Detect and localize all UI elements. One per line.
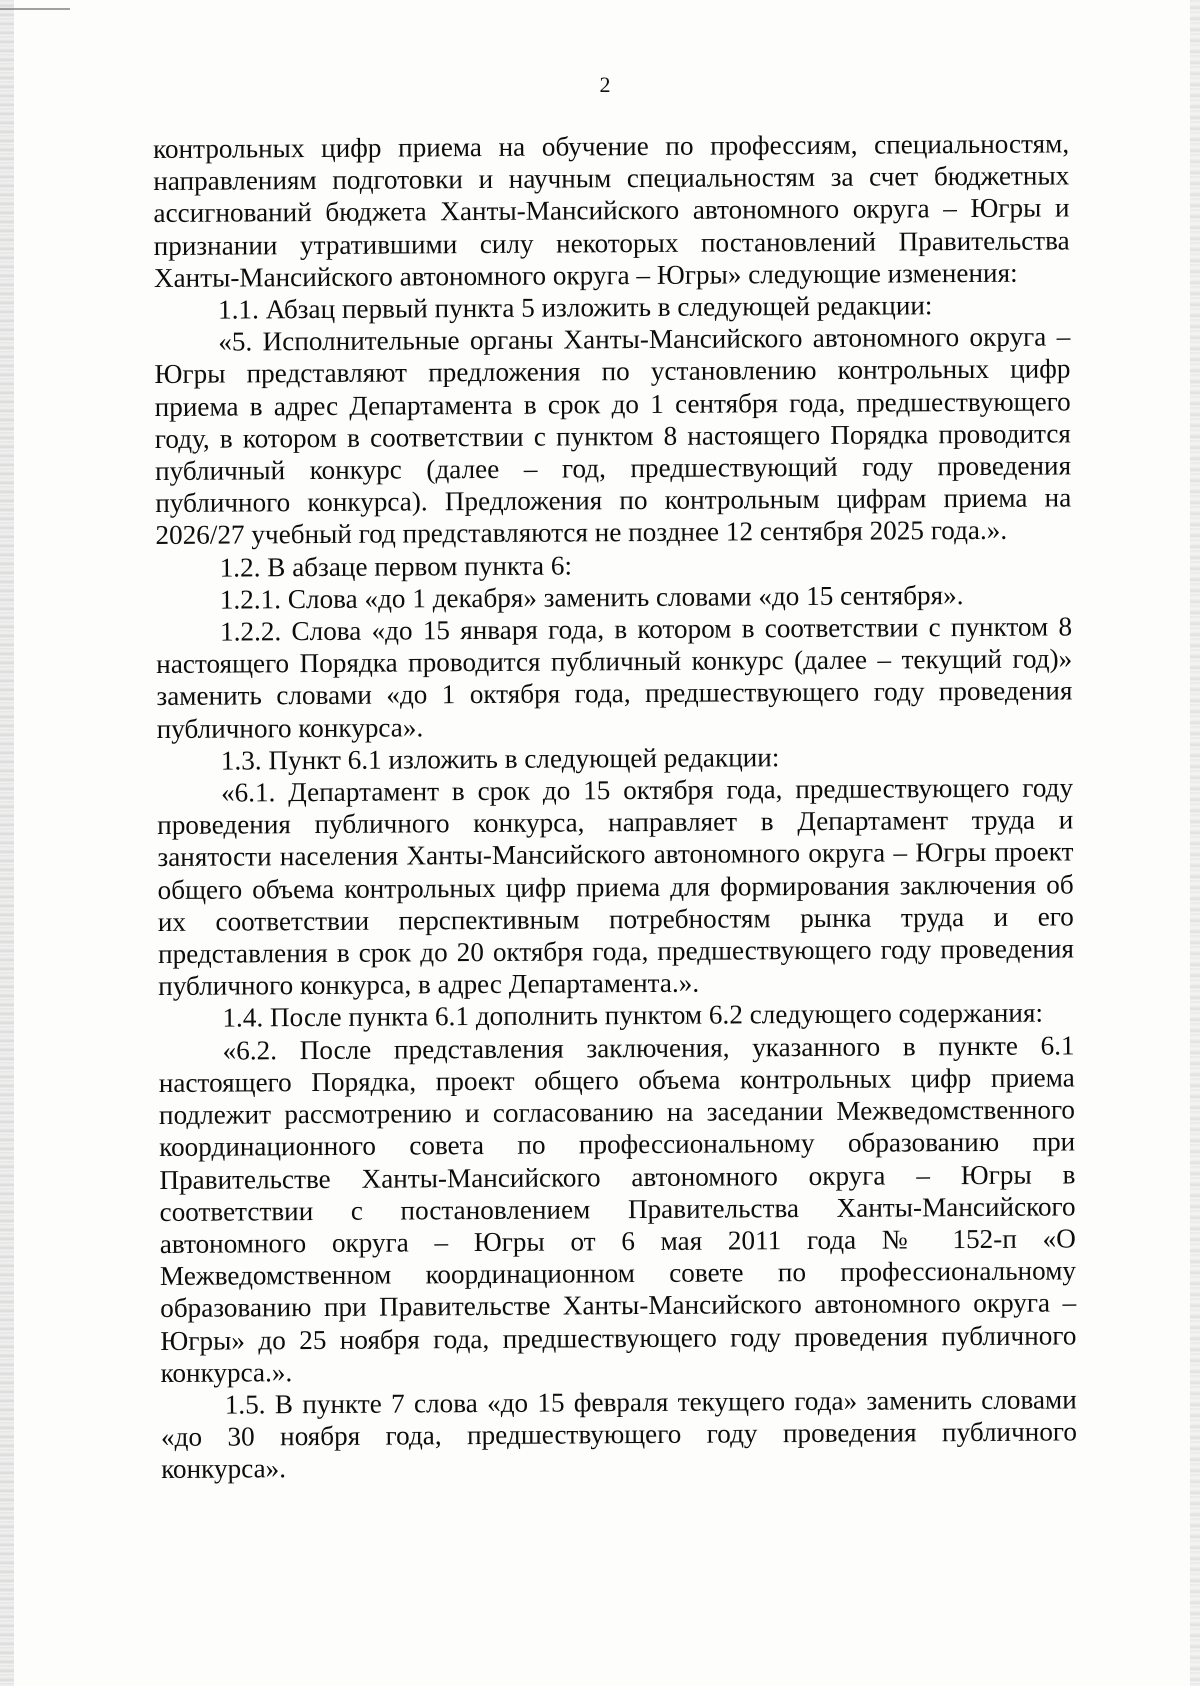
paragraph-1-1: 1.1. Абзац первый пункта 5 изложить в следующей редакции:: [217, 290, 933, 325]
paragraph-1-4: 1.4. После пункта 6.1 дополнить пунктом 6.2 следующего содержания:: [222, 998, 1044, 1034]
paragraph-clause-6-2: «6.2. После представления заключения, указанного в пункте 6.1 настоящего Порядка, проект общего объема контрольных цифр приема подлежит рассмотрению и согласованию на заседании Межведомственного координационного совета по профессиональному образованию при Правительстве Ханты-Мансийского автономного округа – Югры в соответствии с постановлением Правительства Ханты-Мансийского автономного округа – Югры от 6 мая 2011 года № 152-п «О Межведомственном координационном совете по профессиональному образованию при Правительстве Ханты-Мансийского автономного округа – Югры» до 25 ноября года, предшествующего году проведения публичного конкурса.».: [158, 1030, 1077, 1388]
paragraph-continuation: контрольных цифр приема на обучение по профессиям, специальностям, направлениям подготовки и научным специальностям за счет бюджетных ассигнований бюджета Ханты-Мансийского автономного округа – Югры и признании утратившими силу некоторых постановлений Правительства Ханты-Мансийского автономного округа – Югры» следующие изменения:: [153, 128, 1070, 293]
scan-edge-left: [0, 0, 14, 1686]
paragraph-1-3: 1.3. Пункт 6.1 изложить в следующей редакции:: [220, 742, 780, 776]
document-body: [153, 127, 1077, 1485]
paragraph-1-2-1: 1.2.1. Слова «до 1 декабря» заменить словами «до 15 сентября».: [219, 579, 964, 615]
scan-corner-mark: [0, 0, 70, 10]
scan-edge-right: [1190, 0, 1200, 1686]
paragraph-1-5: 1.5. В пункте 7 слова «до 15 февраля текущего года» заменить словами «до 30 ноября года, предшествующего году проведения публичного конкурса».: [160, 1384, 1078, 1485]
page-number: 2: [599, 72, 611, 97]
paragraph-1-2-2: 1.2.2. Слова «до 15 января года, в котором в соответствии с пунктом 8 настоящего Порядка проводится публичный конкурс (далее – текущий год)» заменить словами «до 1 октября года, предшествующего году проведения публичного конкурса».: [156, 611, 1073, 744]
paragraph-clause-6-1: «6.1. Департамент в срок до 15 октября года, предшествующего году проведения публичного конкурса, направляет в Департамент труда и занятости населения Ханты-Мансийского автономного округа – Югры проект общего объема контрольных цифр приема для формирования заключения об их соответствии перспективным потребностям рынка труда и его представления в срок до 20 октября года, предшествующего году проведения публичного конкурса, в адрес Департамента.».: [157, 772, 1075, 1002]
paragraph-1-2: 1.2. В абзаце первом пункта 6:: [219, 550, 573, 583]
paragraph-clause-5: «5. Исполнительные органы Ханты-Мансийского автономного округа – Югры представляют предложения по установлению контрольных цифр приема в адрес Департамента в срок до 1 сентября года, предшествующего году, в котором в соответствии с пунктом 8 настоящего Порядка проводится публичный конкурс (далее – год, предшествующий году проведения публичного конкурса). Предложения по контрольным цифрам приема на 2026/27 учебный год представляются не позднее 12 сентября 2025 года.».: [154, 321, 1072, 551]
